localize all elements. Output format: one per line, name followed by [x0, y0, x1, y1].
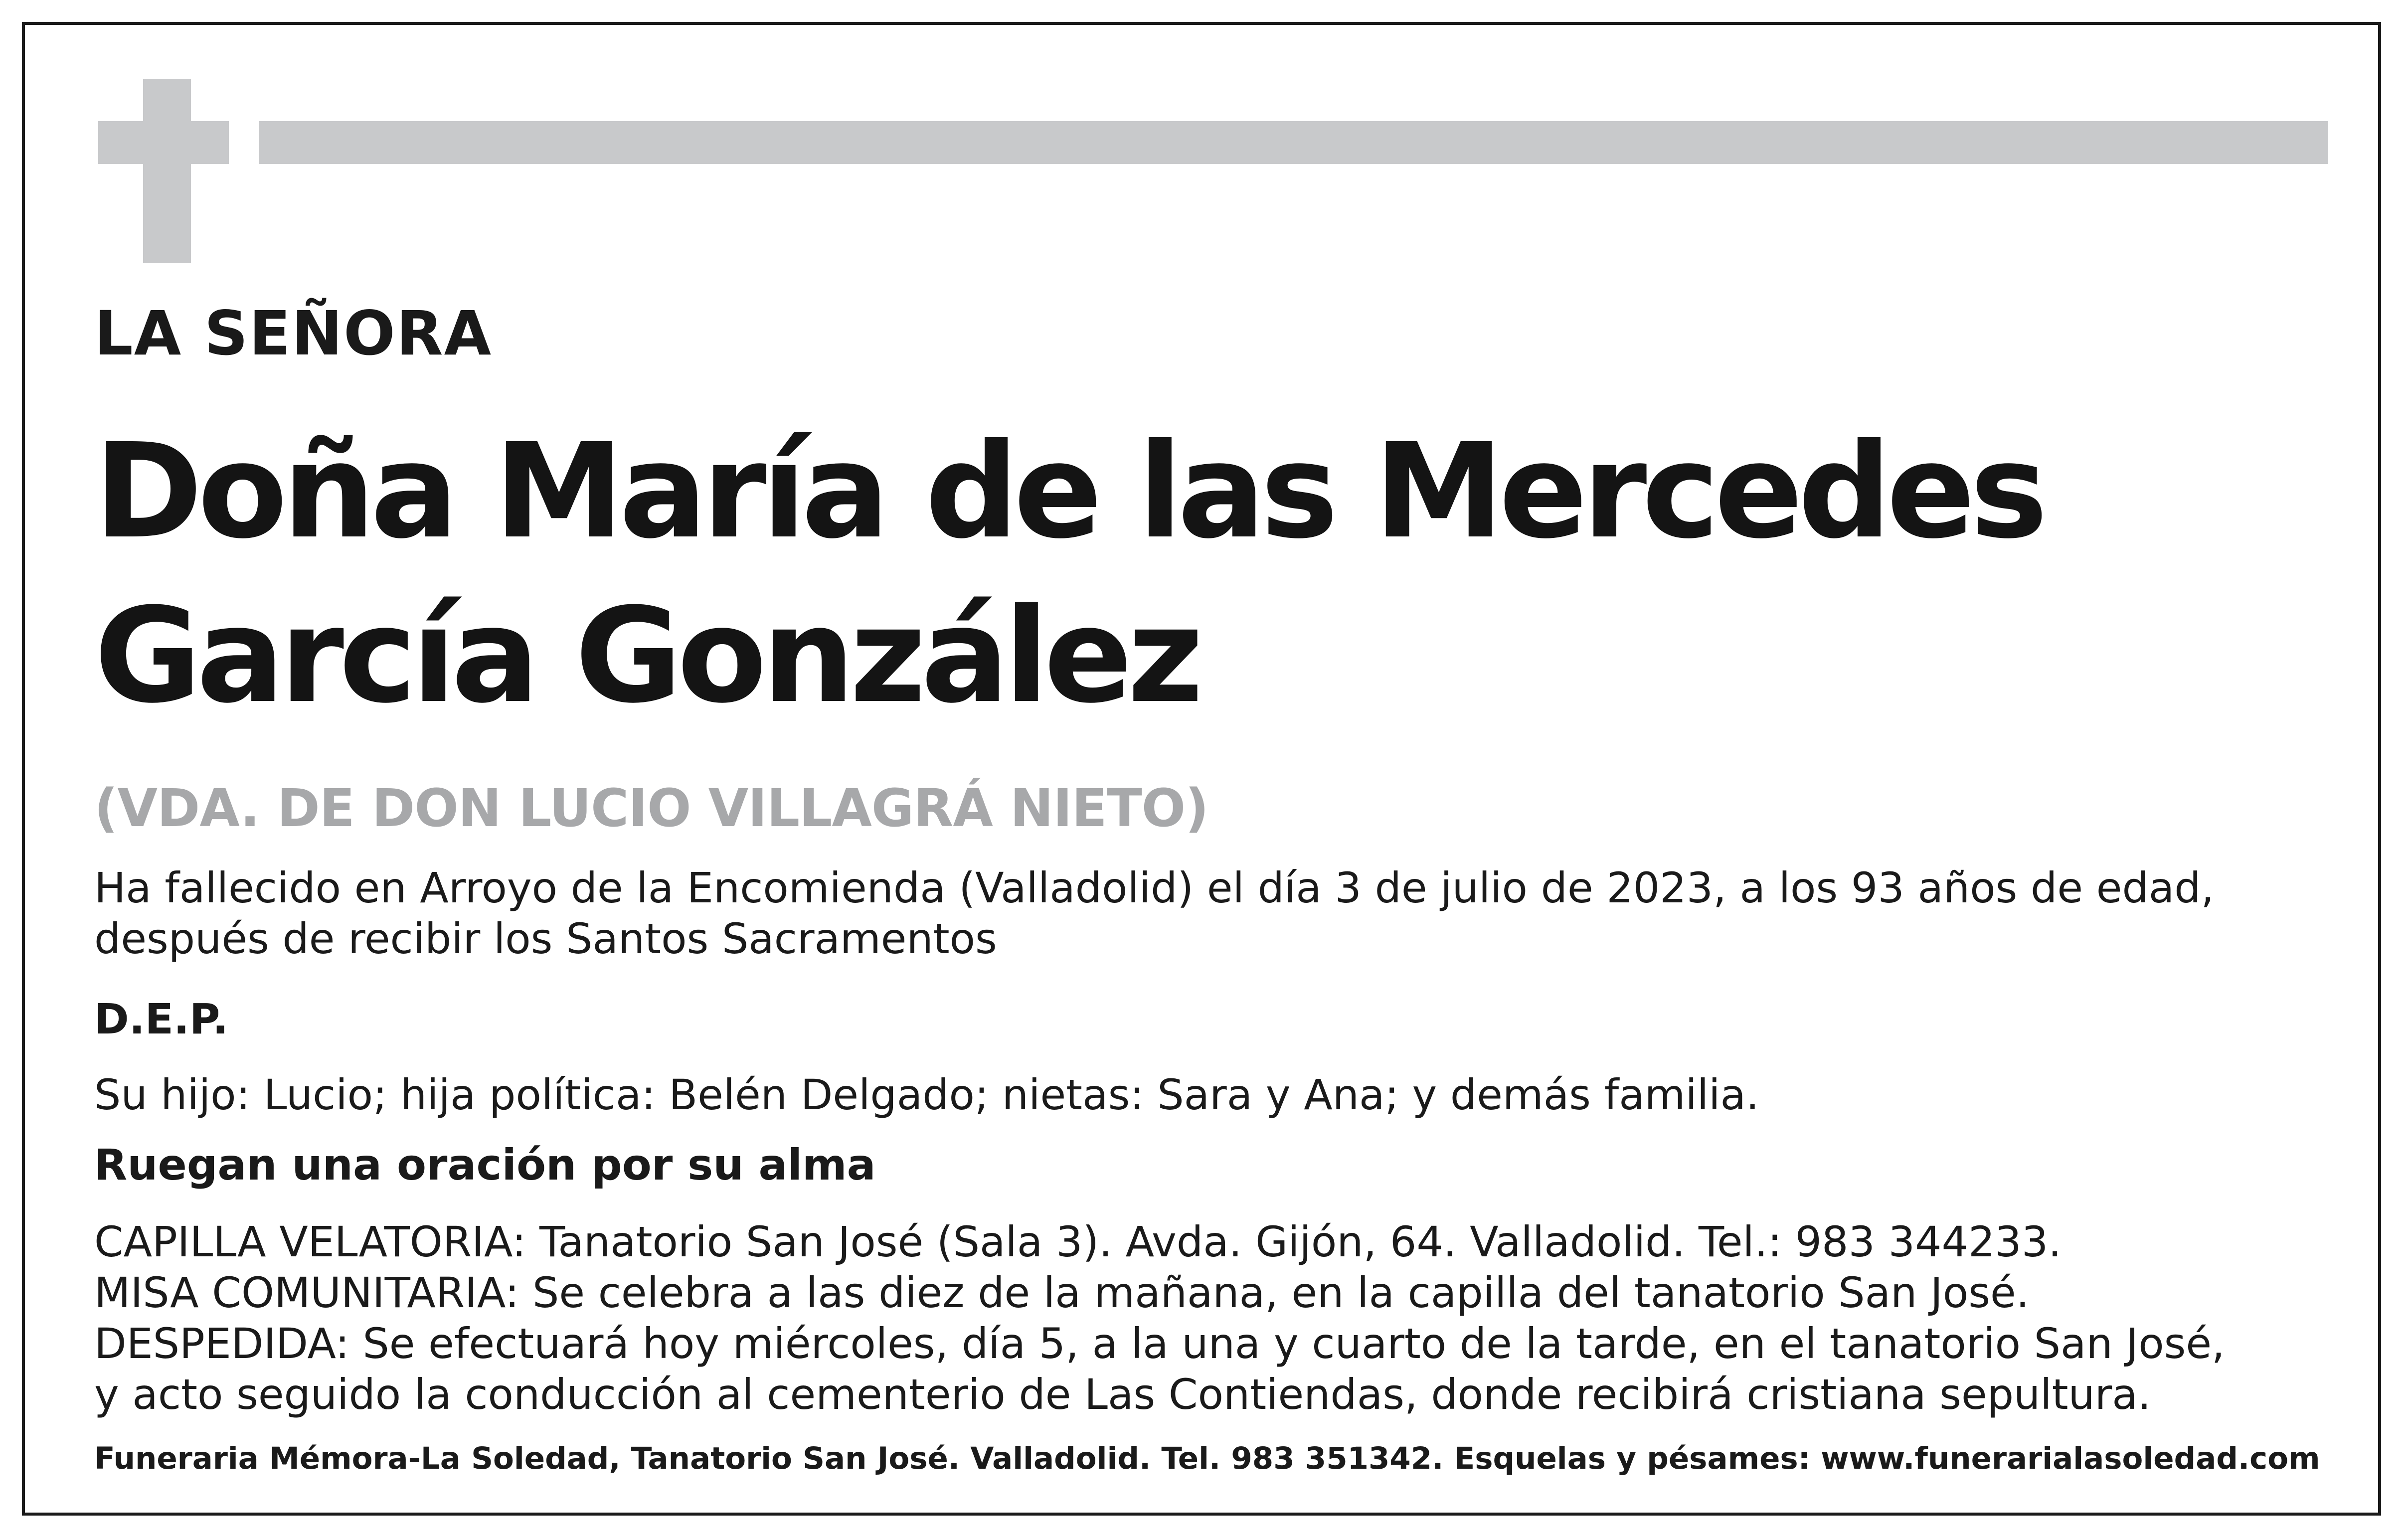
cross-vertical-bar — [143, 79, 191, 263]
funeral-home-footer: Funeraria Mémora-La Soledad, Tanatorio San José. Valladolid. Tel. 983 351342. Esquelas y pésames: www.funerarialasoledad.com — [94, 1441, 2320, 1476]
death-announcement-line-2: después de recibir los Santos Sacramentos — [94, 914, 997, 963]
service-line-farewell: DESPEDIDA: Se efectuará hoy miércoles, día 5, a la una y cuarto de la tarde, en el tanatorio San José, — [94, 1319, 2225, 1368]
rest-in-peace: D.E.P. — [94, 995, 228, 1043]
deceased-name-line-1: Doña María de las Mercedes — [94, 415, 2043, 567]
honorific: LA SEÑORA — [94, 298, 493, 369]
cross-horizontal-bar — [98, 121, 229, 164]
service-line-mass: MISA COMUNITARIA: Se celebra a las diez de la mañana, en la capilla del tanatorio San José. — [94, 1268, 2030, 1317]
header-rule — [259, 121, 2328, 164]
prayer-request: Ruegan una oración por su alma — [94, 1140, 876, 1190]
service-line-burial: y acto seguido la conducción al cementerio de Las Contiendas, donde recibirá cristiana sepultura. — [94, 1370, 2151, 1419]
deceased-name-line-2: García González — [94, 580, 1199, 732]
service-line-chapel: CAPILLA VELATORIA: Tanatorio San José (Sala 3). Avda. Gijón, 64. Valladolid. Tel.: 983 344233. — [94, 1217, 2062, 1266]
widow-of: (VDA. DE DON LUCIO VILLAGRÁ NIETO) — [94, 778, 1208, 839]
family-list: Su hijo: Lucio; hija política: Belén Delgado; nietas: Sara y Ana; y demás familia. — [94, 1070, 1759, 1119]
death-announcement-line-1: Ha fallecido en Arroyo de la Encomienda (Valladolid) el día 3 de julio de 2023, a los 93 años de edad, — [94, 863, 2215, 912]
